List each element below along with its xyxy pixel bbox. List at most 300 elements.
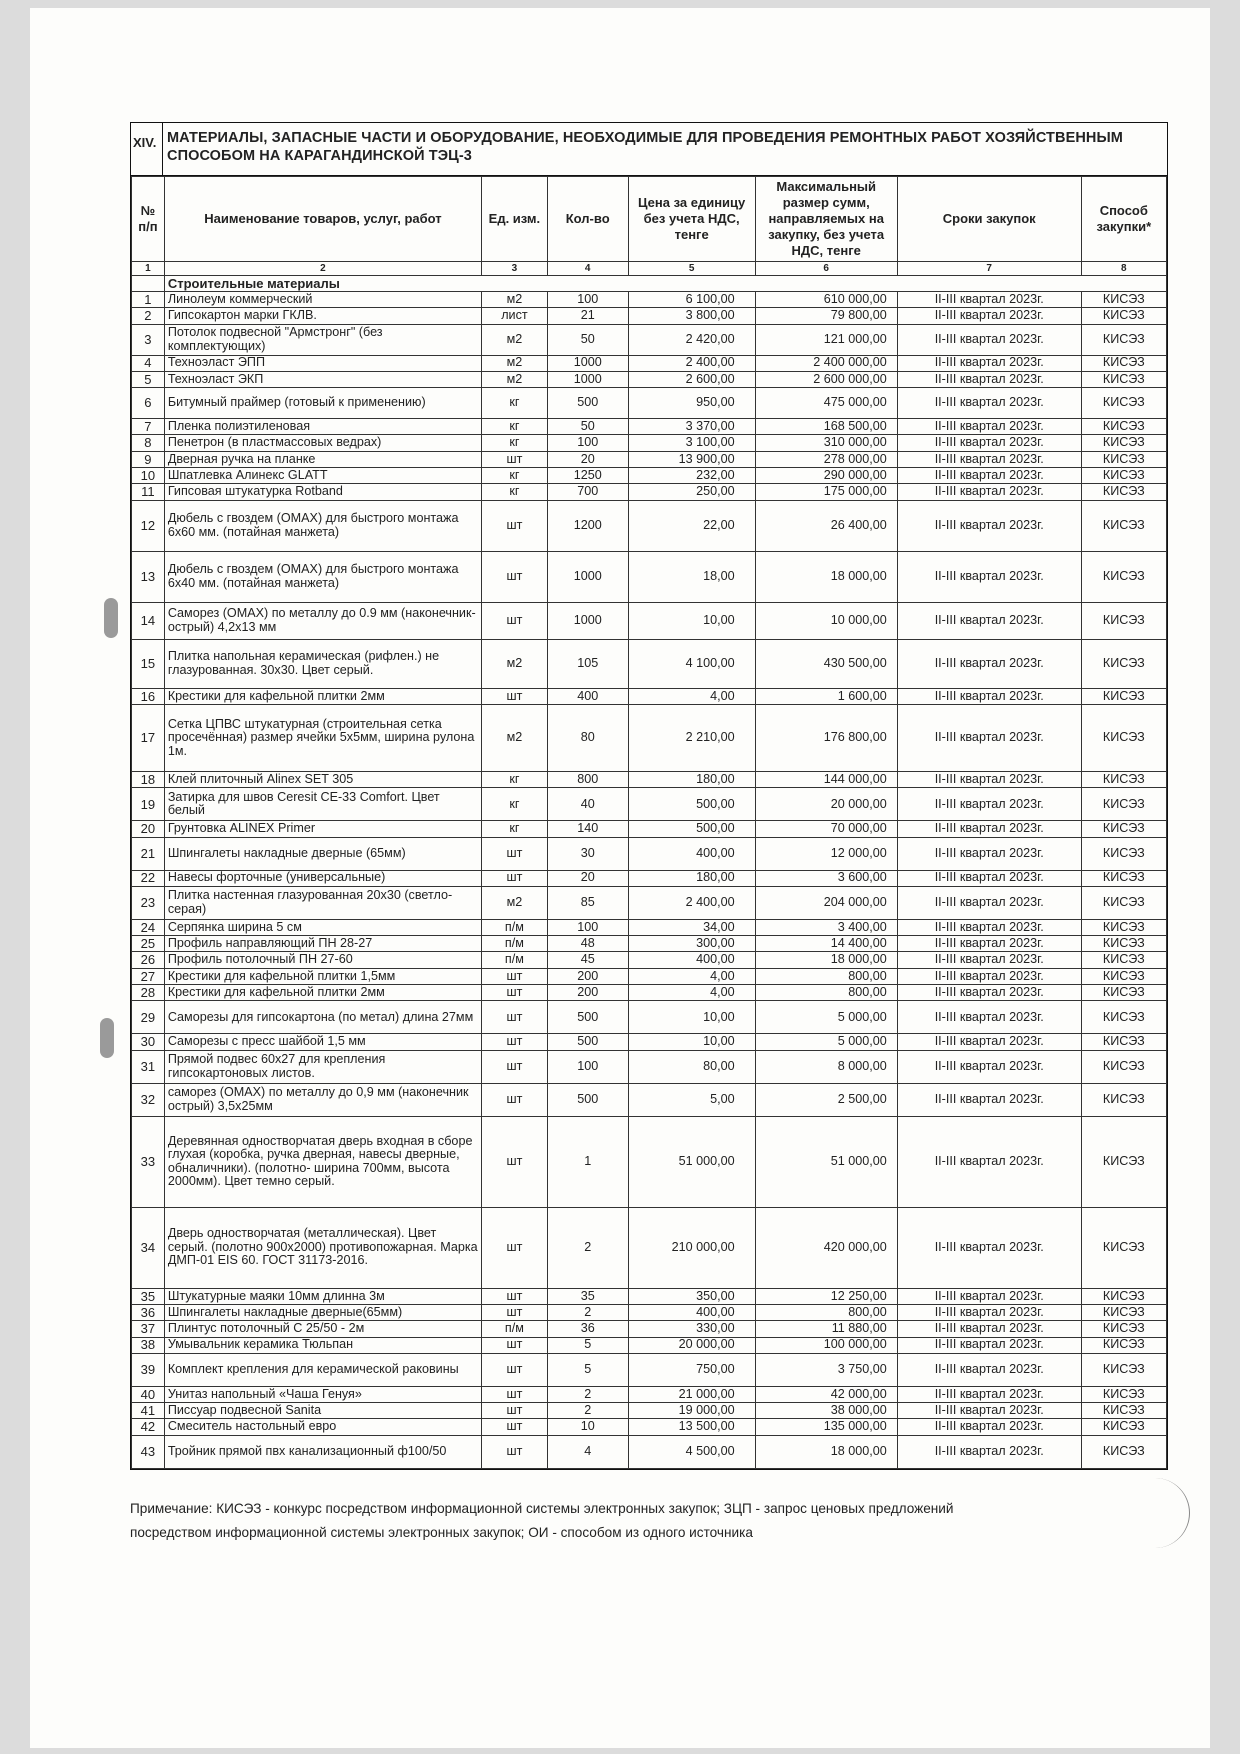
cell-price: 400,00 xyxy=(628,837,755,870)
cell-price: 10,00 xyxy=(628,602,755,639)
cell-unit: м2 xyxy=(482,886,548,919)
table-row xyxy=(132,788,1167,821)
cell-qty: 100 xyxy=(547,435,628,451)
cell-sum: 2 500,00 xyxy=(755,1083,897,1116)
cell-term: II-III квартал 2023г. xyxy=(897,1386,1081,1402)
cell-n: 29 xyxy=(132,1001,165,1034)
cell-name: Пенетрон (в пластмассовых ведрах) xyxy=(164,435,481,451)
cell-price: 2 420,00 xyxy=(628,324,755,355)
cell-method: КИСЭЗ xyxy=(1081,1034,1166,1050)
cell-n: 38 xyxy=(132,1337,165,1353)
cell-method: КИСЭЗ xyxy=(1081,468,1166,484)
cell-unit: шт xyxy=(482,500,548,551)
cell-price: 10,00 xyxy=(628,1001,755,1034)
cell-term: II-III квартал 2023г. xyxy=(897,602,1081,639)
cell-sum: 5 000,00 xyxy=(755,1001,897,1034)
footnote-line-1: Примечание: КИСЭЗ - конкурс посредством информационной системы электронных закупок; ЗЦП - запрос ценовых предложений xyxy=(130,1501,954,1516)
cell-unit: п/м xyxy=(482,1321,548,1337)
cell-method: КИСЭЗ xyxy=(1081,1403,1166,1419)
column-number: 3 xyxy=(482,262,548,276)
cell-term: II-III квартал 2023г. xyxy=(897,968,1081,984)
cell-term: II-III квартал 2023г. xyxy=(897,870,1081,886)
cell-price: 5,00 xyxy=(628,1083,755,1116)
cell-name: Саморезы с пресс шайбой 1,5 мм xyxy=(164,1034,481,1050)
cell-qty: 200 xyxy=(547,985,628,1001)
cell-qty: 40 xyxy=(547,788,628,821)
cell-term: II-III квартал 2023г. xyxy=(897,1403,1081,1419)
table-row xyxy=(132,1403,1167,1419)
column-number: 2 xyxy=(164,262,481,276)
cell-n: 19 xyxy=(132,788,165,821)
cell-name: Комплект крепления для керамической раковины xyxy=(164,1353,481,1386)
cell-sum: 3 400,00 xyxy=(755,919,897,935)
cell-unit: кг xyxy=(482,771,548,787)
cell-price: 210 000,00 xyxy=(628,1207,755,1288)
cell-price: 80,00 xyxy=(628,1050,755,1083)
cell-unit: кг xyxy=(482,419,548,435)
cell-method: КИСЭЗ xyxy=(1081,419,1166,435)
table-row xyxy=(132,1337,1167,1353)
cell-price: 350,00 xyxy=(628,1288,755,1304)
cell-name: Дверная ручка на планке xyxy=(164,451,481,467)
cell-qty: 500 xyxy=(547,1001,628,1034)
cell-term: II-III квартал 2023г. xyxy=(897,468,1081,484)
table-row xyxy=(132,1353,1167,1386)
cell-unit: шт xyxy=(482,837,548,870)
cell-term: II-III квартал 2023г. xyxy=(897,419,1081,435)
cell-price: 19 000,00 xyxy=(628,1403,755,1419)
table-row xyxy=(132,704,1167,771)
cell-unit: шт xyxy=(482,1207,548,1288)
column-header-method: Способ закупки* xyxy=(1081,177,1166,262)
cell-name: Штукатурные маяки 10мм длинна 3м xyxy=(164,1288,481,1304)
table-row xyxy=(132,936,1167,952)
cell-sum: 20 000,00 xyxy=(755,788,897,821)
cell-name: Смеситель настольный евро xyxy=(164,1419,481,1435)
cell-n: 3 xyxy=(132,324,165,355)
cell-n: 26 xyxy=(132,952,165,968)
cell-n: 24 xyxy=(132,919,165,935)
cell-name: Навесы форточные (универсальные) xyxy=(164,870,481,886)
cell-price: 2 600,00 xyxy=(628,371,755,387)
cell-n: 2 xyxy=(132,308,165,324)
column-number: 7 xyxy=(897,262,1081,276)
cell-term: II-III квартал 2023г. xyxy=(897,371,1081,387)
cell-price: 18,00 xyxy=(628,551,755,602)
cell-unit: м2 xyxy=(482,371,548,387)
cell-price: 750,00 xyxy=(628,1353,755,1386)
cell-price: 4,00 xyxy=(628,985,755,1001)
cell-term: II-III квартал 2023г. xyxy=(897,1207,1081,1288)
cell-price: 3 800,00 xyxy=(628,308,755,324)
cell-n: 11 xyxy=(132,484,165,500)
cell-sum: 1 600,00 xyxy=(755,688,897,704)
procurement-table xyxy=(131,176,1167,1469)
table-row xyxy=(132,1386,1167,1402)
cell-qty: 1250 xyxy=(547,468,628,484)
column-header-number: № п/п xyxy=(132,177,165,262)
cell-n: 32 xyxy=(132,1083,165,1116)
cell-qty: 100 xyxy=(547,919,628,935)
cell-qty: 1200 xyxy=(547,500,628,551)
cell-price: 250,00 xyxy=(628,484,755,500)
table-row xyxy=(132,355,1167,371)
footnote-line-2: посредством информационной системы электронных закупок; ОИ - способом из одного источника xyxy=(130,1525,753,1540)
table-row xyxy=(132,968,1167,984)
cell-term: II-III квартал 2023г. xyxy=(897,821,1081,837)
cell-qty: 5 xyxy=(547,1337,628,1353)
table-row xyxy=(132,919,1167,935)
cell-qty: 10 xyxy=(547,1419,628,1435)
table-row xyxy=(132,468,1167,484)
cell-term: II-III квартал 2023г. xyxy=(897,688,1081,704)
cell-price: 3 370,00 xyxy=(628,419,755,435)
cell-qty: 500 xyxy=(547,1083,628,1116)
cell-name: Шпатлевка Алинекс GLATT xyxy=(164,468,481,484)
category-spacer xyxy=(132,276,165,292)
cell-method: КИСЭЗ xyxy=(1081,308,1166,324)
cell-price: 4,00 xyxy=(628,968,755,984)
cell-unit: шт xyxy=(482,1001,548,1034)
column-header-max-sum: Максимальный размер сумм, направляемых на закупку, без учета НДС, тенге xyxy=(755,177,897,262)
cell-n: 28 xyxy=(132,985,165,1001)
section-header xyxy=(131,123,1167,176)
table-row xyxy=(132,602,1167,639)
cell-unit: шт xyxy=(482,1386,548,1402)
table-row xyxy=(132,952,1167,968)
cell-price: 2 400,00 xyxy=(628,886,755,919)
cell-qty: 1000 xyxy=(547,551,628,602)
cell-name: Крестики для кафельной плитки 2мм xyxy=(164,985,481,1001)
table-row xyxy=(132,1207,1167,1288)
cell-term: II-III квартал 2023г. xyxy=(897,886,1081,919)
cell-method: КИСЭЗ xyxy=(1081,968,1166,984)
cell-name: Плитка настенная глазурованная 20х30 (светло-серая) xyxy=(164,886,481,919)
cell-sum: 800,00 xyxy=(755,1304,897,1320)
cell-term: II-III квартал 2023г. xyxy=(897,771,1081,787)
cell-sum: 10 000,00 xyxy=(755,602,897,639)
column-number: 8 xyxy=(1081,262,1166,276)
cell-term: II-III квартал 2023г. xyxy=(897,1083,1081,1116)
cell-qty: 500 xyxy=(547,388,628,419)
cell-name: Грунтовка ALINEX Primer xyxy=(164,821,481,837)
table-row xyxy=(132,1321,1167,1337)
cell-unit: кг xyxy=(482,435,548,451)
cell-qty: 500 xyxy=(547,1034,628,1050)
cell-method: КИСЭЗ xyxy=(1081,1353,1166,1386)
cell-name: саморез (OMAX) по металлу до 0,9 мм (наконечник острый) 3,5х25мм xyxy=(164,1083,481,1116)
cell-unit: шт xyxy=(482,1304,548,1320)
cell-term: II-III квартал 2023г. xyxy=(897,308,1081,324)
cell-sum: 14 400,00 xyxy=(755,936,897,952)
cell-name: Техноэласт ЭКП xyxy=(164,371,481,387)
cell-qty: 80 xyxy=(547,704,628,771)
cell-term: II-III квартал 2023г. xyxy=(897,952,1081,968)
cell-sum: 800,00 xyxy=(755,968,897,984)
cell-unit: шт xyxy=(482,688,548,704)
cell-name: Шпингалеты накладные дверные(65мм) xyxy=(164,1304,481,1320)
cell-price: 500,00 xyxy=(628,821,755,837)
cell-unit: шт xyxy=(482,451,548,467)
cell-method: КИСЭЗ xyxy=(1081,837,1166,870)
cell-unit: шт xyxy=(482,1419,548,1435)
cell-sum: 3 750,00 xyxy=(755,1353,897,1386)
procurement-table-section xyxy=(130,122,1168,1470)
cell-method: КИСЭЗ xyxy=(1081,919,1166,935)
cell-term: II-III квартал 2023г. xyxy=(897,1419,1081,1435)
cell-price: 21 000,00 xyxy=(628,1386,755,1402)
cell-unit: шт xyxy=(482,870,548,886)
cell-n: 16 xyxy=(132,688,165,704)
cell-price: 34,00 xyxy=(628,919,755,935)
cell-price: 180,00 xyxy=(628,870,755,886)
table-row xyxy=(132,1034,1167,1050)
cell-n: 31 xyxy=(132,1050,165,1083)
cell-price: 22,00 xyxy=(628,500,755,551)
cell-price: 13 900,00 xyxy=(628,451,755,467)
cell-qty: 30 xyxy=(547,837,628,870)
cell-unit: шт xyxy=(482,968,548,984)
table-row xyxy=(132,1050,1167,1083)
column-number: 6 xyxy=(755,262,897,276)
cell-unit: м2 xyxy=(482,324,548,355)
cell-method: КИСЭЗ xyxy=(1081,388,1166,419)
table-row xyxy=(132,771,1167,787)
cell-price: 300,00 xyxy=(628,936,755,952)
table-row xyxy=(132,308,1167,324)
cell-n: 40 xyxy=(132,1386,165,1402)
cell-qty: 50 xyxy=(547,419,628,435)
cell-price: 330,00 xyxy=(628,1321,755,1337)
table-row xyxy=(132,639,1167,688)
cell-qty: 20 xyxy=(547,870,628,886)
cell-term: II-III квартал 2023г. xyxy=(897,484,1081,500)
cell-term: II-III квартал 2023г. xyxy=(897,1050,1081,1083)
cell-qty: 100 xyxy=(547,1050,628,1083)
table-row xyxy=(132,688,1167,704)
cell-price: 4 500,00 xyxy=(628,1435,755,1468)
cell-name: Шпингалеты накладные дверные (65мм) xyxy=(164,837,481,870)
cell-term: II-III квартал 2023г. xyxy=(897,1288,1081,1304)
cell-qty: 1 xyxy=(547,1116,628,1207)
cell-name: Саморез (OMAX) по металлу до 0.9 мм (наконечник- острый) 4,2х13 мм xyxy=(164,602,481,639)
cell-name: Техноэласт ЭПП xyxy=(164,355,481,371)
cell-name: Гипсокартон марки ГКЛВ. xyxy=(164,308,481,324)
cell-n: 37 xyxy=(132,1321,165,1337)
cell-term: II-III квартал 2023г. xyxy=(897,500,1081,551)
cell-name: Серпянка ширина 5 см xyxy=(164,919,481,935)
cell-qty: 1000 xyxy=(547,355,628,371)
cell-qty: 2 xyxy=(547,1207,628,1288)
cell-sum: 18 000,00 xyxy=(755,551,897,602)
cell-method: КИСЭЗ xyxy=(1081,886,1166,919)
cell-sum: 121 000,00 xyxy=(755,324,897,355)
column-header-quantity: Кол-во xyxy=(547,177,628,262)
cell-qty: 50 xyxy=(547,324,628,355)
cell-price: 4,00 xyxy=(628,688,755,704)
cell-unit: лист xyxy=(482,308,548,324)
cell-method: КИСЭЗ xyxy=(1081,1321,1166,1337)
cell-term: II-III квартал 2023г. xyxy=(897,936,1081,952)
cell-method: КИСЭЗ xyxy=(1081,1386,1166,1402)
cell-method: КИСЭЗ xyxy=(1081,324,1166,355)
cell-n: 34 xyxy=(132,1207,165,1288)
cell-sum: 610 000,00 xyxy=(755,292,897,308)
cell-sum: 175 000,00 xyxy=(755,484,897,500)
cell-sum: 26 400,00 xyxy=(755,500,897,551)
cell-term: II-III квартал 2023г. xyxy=(897,639,1081,688)
table-row xyxy=(132,500,1167,551)
cell-unit: шт xyxy=(482,1435,548,1468)
cell-unit: кг xyxy=(482,484,548,500)
cell-sum: 475 000,00 xyxy=(755,388,897,419)
cell-term: II-III квартал 2023г. xyxy=(897,355,1081,371)
cell-unit: шт xyxy=(482,1083,548,1116)
cell-n: 21 xyxy=(132,837,165,870)
cell-n: 7 xyxy=(132,419,165,435)
cell-sum: 278 000,00 xyxy=(755,451,897,467)
cell-name: Дверь одностворчатая (металлическая). Цвет серый. (полотно 900х2000) противопожарная. Марка ДМП-01 EIS 60. ГОСТ 31173-2016. xyxy=(164,1207,481,1288)
cell-method: КИСЭЗ xyxy=(1081,551,1166,602)
cell-method: КИСЭЗ xyxy=(1081,771,1166,787)
cell-price: 232,00 xyxy=(628,468,755,484)
cell-sum: 5 000,00 xyxy=(755,1034,897,1050)
cell-qty: 21 xyxy=(547,308,628,324)
cell-qty: 48 xyxy=(547,936,628,952)
cell-method: КИСЭЗ xyxy=(1081,985,1166,1001)
cell-term: II-III квартал 2023г. xyxy=(897,451,1081,467)
cell-n: 33 xyxy=(132,1116,165,1207)
cell-method: КИСЭЗ xyxy=(1081,1050,1166,1083)
cell-qty: 140 xyxy=(547,821,628,837)
cell-sum: 290 000,00 xyxy=(755,468,897,484)
cell-unit: шт xyxy=(482,1050,548,1083)
cell-sum: 135 000,00 xyxy=(755,1419,897,1435)
cell-n: 25 xyxy=(132,936,165,952)
cell-n: 42 xyxy=(132,1419,165,1435)
cell-term: II-III квартал 2023г. xyxy=(897,1001,1081,1034)
table-row xyxy=(132,1001,1167,1034)
punch-hole-bottom xyxy=(100,1018,114,1058)
cell-price: 4 100,00 xyxy=(628,639,755,688)
section-title: МАТЕРИАЛЫ, ЗАПАСНЫЕ ЧАСТИ И ОБОРУДОВАНИЕ, НЕОБХОДИМЫЕ ДЛЯ ПРОВЕДЕНИЯ РЕМОНТНЫХ РАБОТ ХОЗЯЙСТВЕННЫМ СПОСОБОМ НА КАРАГАНДИНСКОЙ ТЭЦ-3 xyxy=(167,130,1123,164)
cell-price: 2 210,00 xyxy=(628,704,755,771)
cell-name: Дюбель с гвоздем (OMAX) для быстрого монтажа 6х40 мм. (потайная манжета) xyxy=(164,551,481,602)
cell-n: 14 xyxy=(132,602,165,639)
table-row xyxy=(132,985,1167,1001)
cell-name: Прямой подвес 60х27 для крепления гипсокартоновых листов. xyxy=(164,1050,481,1083)
cell-n: 36 xyxy=(132,1304,165,1320)
cell-method: КИСЭЗ xyxy=(1081,688,1166,704)
cell-method: КИСЭЗ xyxy=(1081,371,1166,387)
table-row xyxy=(132,484,1167,500)
cell-sum: 430 500,00 xyxy=(755,639,897,688)
cell-method: КИСЭЗ xyxy=(1081,1304,1166,1320)
cell-name: Саморезы для гипсокартона (по метал) длина 27мм xyxy=(164,1001,481,1034)
cell-unit: шт xyxy=(482,1403,548,1419)
cell-name: Дюбель с гвоздем (OMAX) для быстрого монтажа 6х60 мм. (потайная манжета) xyxy=(164,500,481,551)
cell-qty: 45 xyxy=(547,952,628,968)
table-row xyxy=(132,1419,1167,1435)
cell-unit: п/м xyxy=(482,952,548,968)
cell-n: 15 xyxy=(132,639,165,688)
section-number: XIV. xyxy=(131,123,163,175)
cell-method: КИСЭЗ xyxy=(1081,936,1166,952)
table-row xyxy=(132,886,1167,919)
cell-method: КИСЭЗ xyxy=(1081,1116,1166,1207)
table-row xyxy=(132,870,1167,886)
column-header-name: Наименование товаров, услуг, работ xyxy=(164,177,481,262)
cell-n: 1 xyxy=(132,292,165,308)
table-row xyxy=(132,419,1167,435)
cell-price: 180,00 xyxy=(628,771,755,787)
cell-n: 5 xyxy=(132,371,165,387)
cell-qty: 5 xyxy=(547,1353,628,1386)
cell-unit: м2 xyxy=(482,639,548,688)
cell-name: Крестики для кафельной плитки 2мм xyxy=(164,688,481,704)
cell-method: КИСЭЗ xyxy=(1081,451,1166,467)
column-header-unit-price: Цена за единицу без учета НДС, тенге xyxy=(628,177,755,262)
cell-name: Потолок подвесной "Армстронг" (без комплектующих) xyxy=(164,324,481,355)
cell-price: 950,00 xyxy=(628,388,755,419)
cell-sum: 70 000,00 xyxy=(755,821,897,837)
table-header-row xyxy=(132,177,1167,262)
cell-qty: 85 xyxy=(547,886,628,919)
cell-qty: 35 xyxy=(547,1288,628,1304)
cell-qty: 1000 xyxy=(547,602,628,639)
cell-name: Сетка ЦПВС штукатурная (строительная сетка просечённая) размер ячейки 5х5мм, ширина рулона 1м. xyxy=(164,704,481,771)
cell-sum: 38 000,00 xyxy=(755,1403,897,1419)
cell-term: II-III квартал 2023г. xyxy=(897,1353,1081,1386)
cell-method: КИСЭЗ xyxy=(1081,639,1166,688)
cell-sum: 11 880,00 xyxy=(755,1321,897,1337)
cell-name: Плинтус потолочный С 25/50 - 2м xyxy=(164,1321,481,1337)
cell-sum: 51 000,00 xyxy=(755,1116,897,1207)
cell-qty: 1000 xyxy=(547,371,628,387)
table-row xyxy=(132,451,1167,467)
table-row xyxy=(132,821,1167,837)
punch-hole-top xyxy=(104,598,118,638)
column-number: 5 xyxy=(628,262,755,276)
cell-qty: 2 xyxy=(547,1403,628,1419)
cell-name: Битумный праймер (готовый к применению) xyxy=(164,388,481,419)
cell-qty: 400 xyxy=(547,688,628,704)
cell-n: 13 xyxy=(132,551,165,602)
cell-name: Писсуар подвесной Sanita xyxy=(164,1403,481,1419)
cell-term: II-III квартал 2023г. xyxy=(897,704,1081,771)
table-row xyxy=(132,371,1167,387)
cell-term: II-III квартал 2023г. xyxy=(897,1304,1081,1320)
cell-method: КИСЭЗ xyxy=(1081,821,1166,837)
cell-method: КИСЭЗ xyxy=(1081,355,1166,371)
cell-method: КИСЭЗ xyxy=(1081,484,1166,500)
cell-n: 23 xyxy=(132,886,165,919)
cell-n: 8 xyxy=(132,435,165,451)
cell-term: II-III квартал 2023г. xyxy=(897,1321,1081,1337)
cell-unit: шт xyxy=(482,1034,548,1050)
cell-method: КИСЭЗ xyxy=(1081,704,1166,771)
cell-n: 4 xyxy=(132,355,165,371)
cell-method: КИСЭЗ xyxy=(1081,1337,1166,1353)
cell-qty: 2 xyxy=(547,1304,628,1320)
cell-unit: кг xyxy=(482,388,548,419)
cell-unit: шт xyxy=(482,1337,548,1353)
category-label: Строительные материалы xyxy=(164,276,1166,292)
cell-name: Унитаз напольный «Чаша Генуя» xyxy=(164,1386,481,1402)
cell-unit: кг xyxy=(482,788,548,821)
cell-unit: п/м xyxy=(482,936,548,952)
cell-sum: 18 000,00 xyxy=(755,952,897,968)
